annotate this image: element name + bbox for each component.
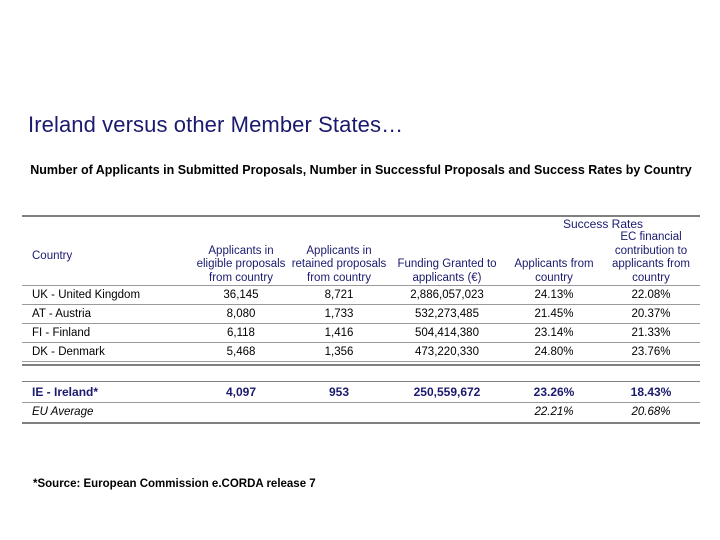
cell-funding [388, 403, 506, 424]
group-header-spacer [290, 216, 388, 231]
cell-funding: 532,273,485 [388, 305, 506, 324]
cell-country: DK - Denmark [22, 343, 192, 362]
column-header-funding: Funding Granted to applicants (€) [397, 258, 497, 284]
cell-ec-contribution-rate: 20.37% [602, 305, 700, 324]
column-header-eligible: Applicants in eligible proposals from country [196, 244, 286, 284]
table-row[interactable] [22, 324, 700, 343]
table-group-header-row [22, 216, 700, 231]
cell-retained: 1,733 [290, 305, 388, 324]
group-header-spacer [192, 216, 290, 231]
cell-applicants-rate: 24.13% [506, 286, 602, 305]
cell-country: UK - United Kingdom [22, 286, 192, 305]
cell-retained: 8,721 [290, 286, 388, 305]
column-header-country: Country [32, 249, 73, 262]
cell-applicants-rate: 22.21% [506, 403, 602, 424]
cell-eligible: 36,145 [192, 286, 290, 305]
cell-ec-contribution-rate: 18.43% [602, 382, 700, 403]
cell-eligible [192, 403, 290, 424]
cell-eligible: 8,080 [192, 305, 290, 324]
group-header-spacer [388, 216, 506, 231]
group-header-success-rates: Success Rates [562, 217, 644, 231]
statistics-table [22, 213, 700, 424]
cell-country: IE - Ireland* [22, 382, 192, 403]
table-row-highlight-ireland[interactable] [22, 382, 700, 403]
group-header-spacer [22, 216, 192, 231]
cell-applicants-rate: 23.14% [506, 324, 602, 343]
table-row[interactable] [22, 286, 700, 305]
source-footnote: *Source: European Commission e.CORDA release 7 [33, 478, 316, 490]
cell-country: FI - Finland [22, 324, 192, 343]
table-column-header-row [22, 231, 700, 286]
cell-eligible: 4,097 [192, 382, 290, 403]
column-header-retained: Applicants in retained proposals from country [291, 244, 387, 284]
cell-applicants-rate: 21.45% [506, 305, 602, 324]
cell-retained: 1,356 [290, 343, 388, 362]
cell-eligible: 6,118 [192, 324, 290, 343]
cell-ec-contribution-rate: 23.76% [602, 343, 700, 362]
table-section-gap [22, 365, 700, 382]
table-row-eu-average[interactable] [22, 403, 700, 424]
statistics-table-container [22, 213, 700, 424]
cell-funding: 473,220,330 [388, 343, 506, 362]
cell-applicants-rate: 24.80% [506, 343, 602, 362]
cell-funding: 2,886,057,023 [388, 286, 506, 305]
cell-ec-contribution-rate: 22.08% [602, 286, 700, 305]
cell-applicants-rate: 23.26% [506, 382, 602, 403]
cell-ec-contribution-rate: 20.68% [602, 403, 700, 424]
column-header-applicants-rate: Applicants from country [514, 258, 594, 284]
table-row[interactable] [22, 343, 700, 362]
cell-funding: 250,559,672 [388, 382, 506, 403]
column-header-ec-contribution-rate: EC financial contribution to applicants from country [612, 231, 690, 284]
table-subtitle: Number of Applicants in Submitted Proposals, Number in Successful Proposals and Success Rates by Country [30, 163, 692, 177]
cell-retained [290, 403, 388, 424]
cell-funding: 504,414,380 [388, 324, 506, 343]
cell-retained: 1,416 [290, 324, 388, 343]
cell-eligible: 5,468 [192, 343, 290, 362]
table-row[interactable] [22, 305, 700, 324]
cell-retained: 953 [290, 382, 388, 403]
cell-country: EU Average [22, 403, 192, 424]
page-title: Ireland versus other Member States… [28, 112, 404, 137]
cell-country: AT - Austria [22, 305, 192, 324]
cell-ec-contribution-rate: 21.33% [602, 324, 700, 343]
